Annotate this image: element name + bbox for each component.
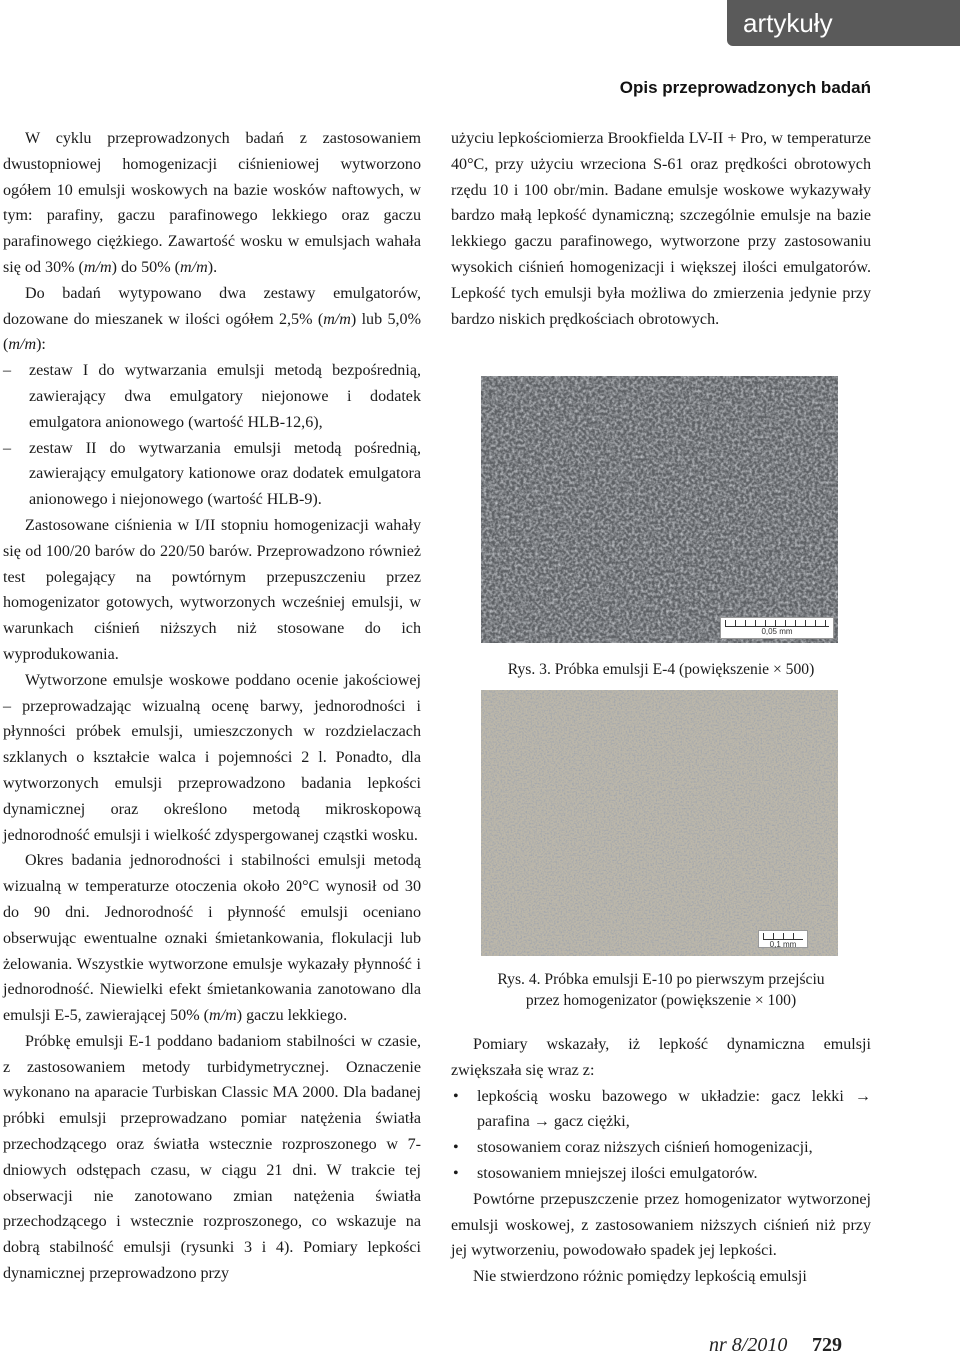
journal-issue: nr 8/2010 <box>709 1334 788 1356</box>
section-tab: artykuły <box>727 0 960 46</box>
figure-4-caption: Rys. 4. Próbka emulsji E-10 po pierwszym przejściu przez homogenizator (powiększenie × 100) <box>497 971 825 1009</box>
paragraph: Wytworzone emulsje woskowe poddano ocenie jakościowej – przeprowadzając wizualną ocenę barwy, jednorodności i płynności próbek emulsji, umieszczonych w rozdzielaczach szklanych o kształcie walca i pojemności 2 l. Ponadto, dla wytworzonych emulsji przeprowadzono badania lepkości dynamicznej oraz określono metodą mikroskopową jednorodność emulsji i wielkość zdyspergowanej cząstki wosku. <box>3 671 421 844</box>
paragraph: W cyklu przeprowadzonych badań z zastosowaniem dwustopniowej homogenizacji ciśnieniowej wytworzono ogółem 10 emulsji woskowych na bazie wosków naftowych, w tym: parafiny, gaczu parafinowego lekkiego oraz gaczu parafinowego ciężkiego. Zawartość wosku w emulsjach wahała się od 30% (m/m) do 50% (m/m). <box>3 130 421 276</box>
list-item: • stosowaniem coraz niższych ciśnień homogenizacji, <box>451 1135 871 1161</box>
paragraph: użyciu lepkościomierza Brookfielda LV-II + Pro, w temperaturze 40°C, przy użyciu wrzeciona S-61 oraz prędkości obrotowych rzędu 10 i 100 obr/min. Badane emulsje woskowe wykazywały bardzo małą lepkość dynamiczną; szczególnie emulsje na bazie lekkiego gaczu parafinowego, wytworzone przy zastosowaniu wysokich ciśnień homogenizacji i większej ilości emulgatorów. Lepkość tych emulsji była możliwa do zmierzenia jedynie przy bardzo niskich prędkościach obrotowych. <box>451 130 871 328</box>
micrograph-texture <box>481 376 838 643</box>
paragraph: Nie stwierdzono różnic pomiędzy lepkością emulsji <box>473 1268 807 1286</box>
list-item: • lepkością wosku bazowego w układzie: gacz lekki → parafina → gacz ciężki, <box>451 1084 871 1136</box>
scale-bar: 0,1 mm <box>758 930 808 948</box>
paragraph: Próbkę emulsji E-1 poddano badaniom stabilności w czasie, z zastosowaniem metody turbidymetrycznej. Oznaczenie wykonano na aparacie Turbiskan Classic MA 2000. Dla badanej próbki emulsji przeprowadzano pomiar natężenia światła przechodzącego oraz światła wstecznie rozproszonego w 7-dniowych odstępach czasu, w ciągu 21 dni. W trakcie tej obserwacji nie zanotowano zmian natężenia światła przechodzącego i wstecznie rozproszonego, co wskazuje na dobrą stabilność emulsji (rysunki 3 i 4). Pomiary lepkości dynamicznej przeprowadzono przy <box>3 1032 421 1283</box>
micrograph-figure-4 <box>481 690 838 956</box>
paragraph: Do badań wytypowano dwa zestawy emulgatorów, dozowane do mieszanek w ilości ogółem 2,5% (m/m) lub 5,0% (m/m): <box>3 284 422 354</box>
right-column-bottom <box>451 1032 871 1290</box>
section-title: Opis przeprowadzonych badań <box>619 78 871 97</box>
right-column-top <box>451 126 871 332</box>
list-item: – zestaw II do wytwarzania emulsji metodą pośrednią, zawierający emulgatory kationowe oraz dodatek emulgatora anionowego i niejonowego (wartość HLB-9). <box>3 436 421 513</box>
paragraph: Zastosowane ciśnienia w I/II stopniu homogenizacji wahały się od 100/20 barów do 220/50 barów. Przeprowadzono również test polegający na powtórnym przepuszczeniu przez homogenizator gotowych, wytworzonych wcześniej emulsji, w warunkach ciśnień niższych niż stosowane do ich wyprodukowania. <box>3 516 421 663</box>
bullet-marker: • <box>453 1164 459 1182</box>
bullet-marker: • <box>453 1087 459 1105</box>
list-item: – zestaw I do wytwarzania emulsji metodą bezpośrednią, zawierający dwa emulgatory niejonowe i dodatek emulgatora anionowego (wartość HLB-12,6), <box>3 358 421 435</box>
micrograph-figure-3 <box>481 376 838 643</box>
micrograph-texture <box>481 690 838 956</box>
list-item: • stosowaniem mniejszej ilości emulgatorów. <box>451 1161 871 1187</box>
page-number: 729 <box>812 1334 842 1356</box>
paragraph: Pomiary wskazały, iż lepkość dynamiczna emulsji zwiększała się wraz z: <box>451 1036 871 1079</box>
figure-3-caption: Rys. 3. Próbka emulsji E-4 (powiększenie × 500) <box>507 661 815 678</box>
left-column <box>3 126 421 1287</box>
dash-marker: – <box>3 439 12 457</box>
paragraph: Powtórne przepuszczenie przez homogenizator wytworzonej emulsji woskowej, z zastosowaniem niższych ciśnień niż przy jej wytworzeniu, powodowało spadek jej lepkości. <box>451 1190 871 1260</box>
scale-bar: 0,05 mm <box>720 617 834 639</box>
dash-marker: – <box>3 362 12 380</box>
bullet-marker: • <box>453 1139 459 1157</box>
paragraph: Okres badania jednorodności i stabilności emulsji metodą wizualną w temperaturze otoczenia około 20°C wynosił od 30 do 90 dni. Jednorodność i płynność emulsji oceniano obserwując ewentualne oznaki śmietankowania, flokulacji lub żelowania. Wszystkie wytworzone emulsje wykazały płynność i jednorodność. Niewielki efekt śmietankowania zanotowano dla emulsji E-5, zawierającej 50% (m/m) gaczu lekkiego. <box>3 852 421 1025</box>
